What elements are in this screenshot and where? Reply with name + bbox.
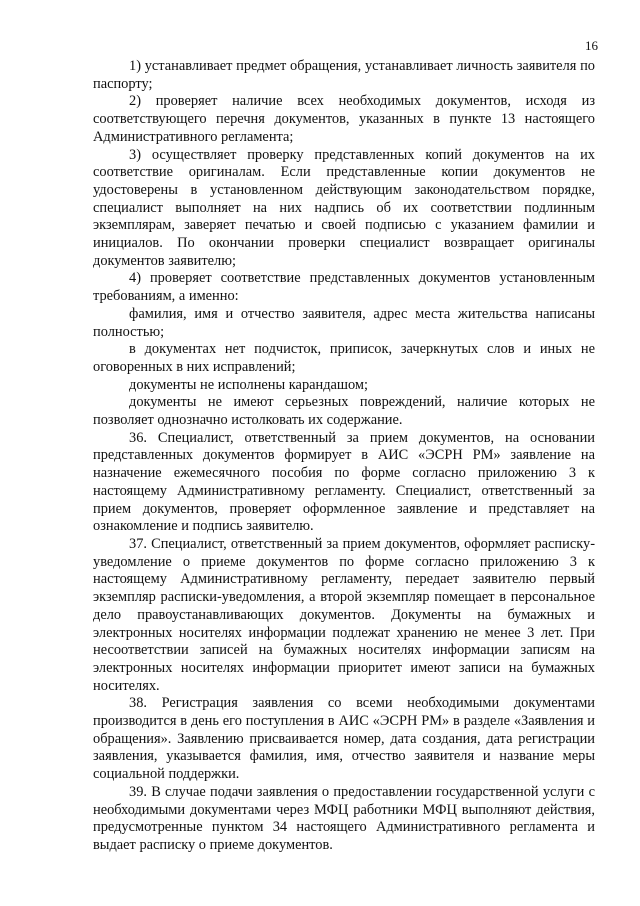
paragraph-item-1: 1) устанавливает предмет обращения, устанавливает личность заявителя по паспорту; (93, 58, 595, 92)
paragraph-requirement-no-damage: документы не имеют серьезных повреждений, наличие которых не позволяет однозначно истолковать их содержание. (93, 394, 595, 429)
page-number: 16 (585, 38, 598, 53)
paragraph-requirement-names: фамилия, имя и отчество заявителя, адрес места жительства написаны полностью; (93, 305, 595, 340)
paragraph-requirement-no-pencil: документы не исполнены карандашом; (129, 376, 369, 393)
paragraph-item-3: 3) осуществляет проверку представленных копий документов на их соответствие оригиналам. Если представленные копии документов не удостоверены в установленном действующим законодательством порядке, специалист выполняет на них надпись об их соответствии подлинным экземплярам, заверяет печатью и своей подписью с указанием фамилии и инициалов. По окончании проверки специалист возвращает оригиналы документов заявителю; (93, 146, 595, 269)
paragraph-item-2: 2) проверяет наличие всех необходимых документов, исходя из соответствующего перечня документов, указанных в пункте 13 настоящего Административного регламента; (93, 93, 595, 145)
paragraph-item-4: 4) проверяет соответствие представленных документов установленным требованиям, а именно: (93, 270, 595, 305)
paragraph-clause-38: 38. Регистрация заявления со всеми необходимыми документами производится в день его поступления в АИС «ЭСРН РМ» в разделе «Заявления и обращения». Заявлению присваивается номер, дата создания, дата регистрации заявления, указывается фамилия, имя, отчество заявителя и название меры социальной поддержки. (93, 695, 595, 783)
paragraph-clause-37: 37. Специалист, ответственный за прием документов, оформляет расписку-уведомление о приеме документов по форме согласно приложению 3 к настоящему Административному регламенту, передает заявителю первый экземпляр расписки-уведомления, а второй экземпляр помещает в персональное дело правоустанавливающих документов. Документы на бумажных и электронных носителях информации подлежат хранению не менее 3 лет. При несоответствии записей на бумажных носителях информации записям на электронных носителях информации приоритет имеют записи на бумажных носителях. (93, 535, 595, 694)
paragraph-clause-36: 36. Специалист, ответственный за прием документов, на основании представленных документов формирует в АИС «ЭСРН РМ» заявление на назначение ежемесячного пособия по форме согласно приложению 3 к настоящему Административному регламенту. Специалист, ответственный за прием документов, проверяет оформленное заявление и представляет на ознакомление и подпись заявителю. (93, 429, 595, 535)
paragraph-requirement-no-corrections: в документах нет подчисток, приписок, зачеркнутых слов и иных не оговоренных в них исправлений; (93, 341, 595, 375)
document-body (93, 58, 595, 855)
paragraph-clause-39: 39. В случае подачи заявления о предоставлении государственной услуги с необходимыми документами через МФЦ работники МФЦ выполняют действия, предусмотренные пунктом 34 настоящего Административного регламента и выдает расписку о приеме документов. (93, 783, 595, 853)
